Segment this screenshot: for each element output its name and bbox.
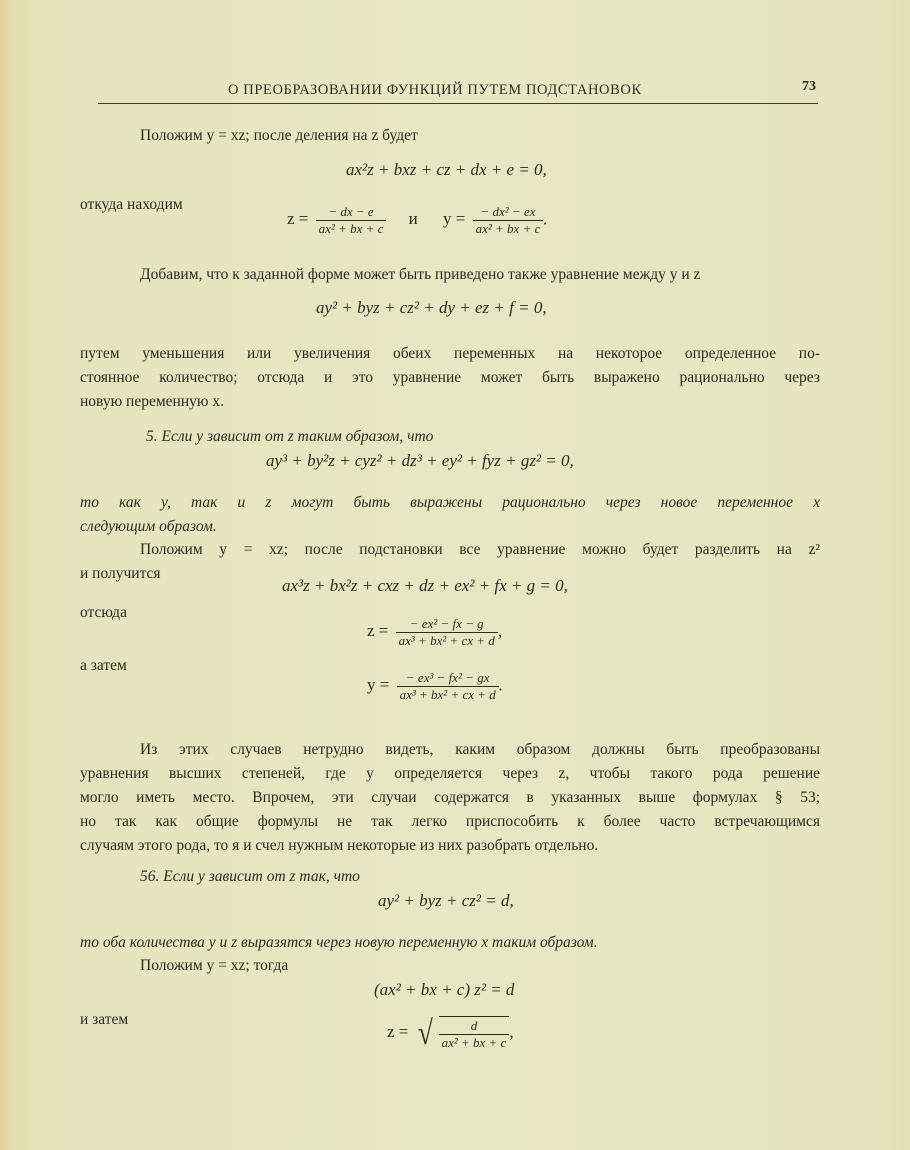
- text-whence: откуда находим: [80, 196, 183, 213]
- equation-10: [384, 1016, 514, 1051]
- paragraph-line: могло иметь место. Впрочем, эти случаи содержатся в указанных выше формулах § 53;: [80, 789, 820, 806]
- paragraph-add: Добавим, что к заданной форме может быть приведено также уравнение между y и z: [140, 266, 701, 283]
- eq2-z-fraction: [316, 204, 387, 237]
- equation-4: ay³ + by²z + cyz² + dz³ + ey² + fyz + gz² = 0,: [266, 451, 574, 470]
- paragraph-line: но так как общие формулы не так легко приспособить к более часто встречающимся: [80, 813, 820, 830]
- eq7-fraction: [397, 670, 499, 703]
- eq7-end: .: [498, 675, 504, 695]
- denominator: ax² + bx + c: [439, 1034, 510, 1051]
- section-5-line: следующим образом.: [80, 518, 217, 535]
- running-header: [98, 79, 818, 104]
- eq7-lhs: y =: [367, 675, 390, 695]
- text-then: а затем: [80, 657, 127, 674]
- paragraph-substitution: Положим y = xz; после деления на z будет: [140, 127, 418, 144]
- page-number: 73: [802, 79, 816, 94]
- equation-3: ay² + byz + cz² + dy + ez + f = 0,: [316, 298, 547, 317]
- eq6-fraction: [396, 616, 498, 649]
- section-56-line: то оба количества y и z выразятся через новую переменную x таким образом.: [80, 934, 598, 951]
- header-title: О ПРЕОБРАЗОВАНИИ ФУНКЦИЙ ПУТЕМ ПОДСТАНОВОК: [228, 82, 642, 98]
- section-5-line: то как y, так и z могут быть выражены рационально через новое переменное x: [80, 494, 820, 511]
- text-and-then: и затем: [80, 1011, 129, 1028]
- square-root-icon: √: [417, 1014, 433, 1052]
- eq10-fraction: [439, 1016, 510, 1051]
- section-56-heading: 56. Если y зависит от z так, что: [140, 868, 360, 885]
- paragraph-line: стоянное количество; отсюда и это уравнение может быть выражено рационально через: [80, 369, 820, 386]
- denominator: ax² + bx + c: [473, 220, 544, 237]
- equation-6: [364, 616, 502, 649]
- numerator: − ex² − fx − g: [409, 616, 484, 631]
- equation-8: ay² + byz + cz² = d,: [378, 891, 514, 910]
- eq2-and: и: [408, 209, 418, 229]
- eq2-end: .: [543, 209, 548, 229]
- eq10-lhs: z =: [387, 1022, 409, 1042]
- equation-7: [364, 670, 503, 703]
- section-5-heading: 5. Если y зависит от z таким образом, что: [146, 428, 434, 445]
- eq2-y-lhs: y =: [443, 209, 466, 229]
- equation-1: ax²z + bxz + cz + dx + e = 0,: [346, 160, 547, 179]
- paragraph-line: новую переменную x.: [80, 393, 224, 410]
- equation-5: ax³z + bx²z + cxz + dz + ex² + fx + g = 0,: [282, 576, 568, 595]
- equation-9: (ax² + bx + c) z² = d: [374, 980, 515, 999]
- paragraph-line: Положим y = xz; после подстановки все уравнение можно будет разделить на z²: [140, 541, 820, 558]
- eq10-end: ,: [509, 1022, 514, 1042]
- numerator: − dx² − ex: [480, 204, 536, 219]
- paragraph-line: и получится: [80, 565, 161, 582]
- paragraph-line: путем уменьшения или увеличения обеих переменных на некоторое определенное по-: [80, 345, 820, 362]
- numerator: d: [470, 1018, 478, 1033]
- eq2-z-lhs: z =: [287, 209, 309, 229]
- paragraph-line: случаям этого рода, то я и счел нужным некоторые из них разобрать отдельно.: [80, 837, 599, 854]
- eq6-end: ,: [497, 621, 503, 641]
- paragraph-substitution-2: Положим y = xz; тогда: [140, 957, 289, 974]
- denominator: ax³ + bx² + cx + d: [396, 632, 498, 649]
- denominator: ax² + bx + c: [316, 220, 387, 237]
- text-hence: отсюда: [80, 604, 127, 621]
- eq2-y-fraction: [473, 204, 544, 237]
- numerator: − ex³ − fx² − gx: [405, 670, 490, 685]
- equation-2: [284, 204, 548, 237]
- numerator: − dx − e: [328, 204, 374, 219]
- denominator: ax³ + bx² + cx + d: [397, 686, 499, 703]
- paragraph-line: Из этих случаев нетрудно видеть, каким образом должны быть преобразованы: [140, 741, 820, 758]
- paragraph-line: уравнения высших степеней, где y определяется через z, чтобы такого рода решение: [80, 765, 820, 782]
- eq6-lhs: z =: [367, 621, 389, 641]
